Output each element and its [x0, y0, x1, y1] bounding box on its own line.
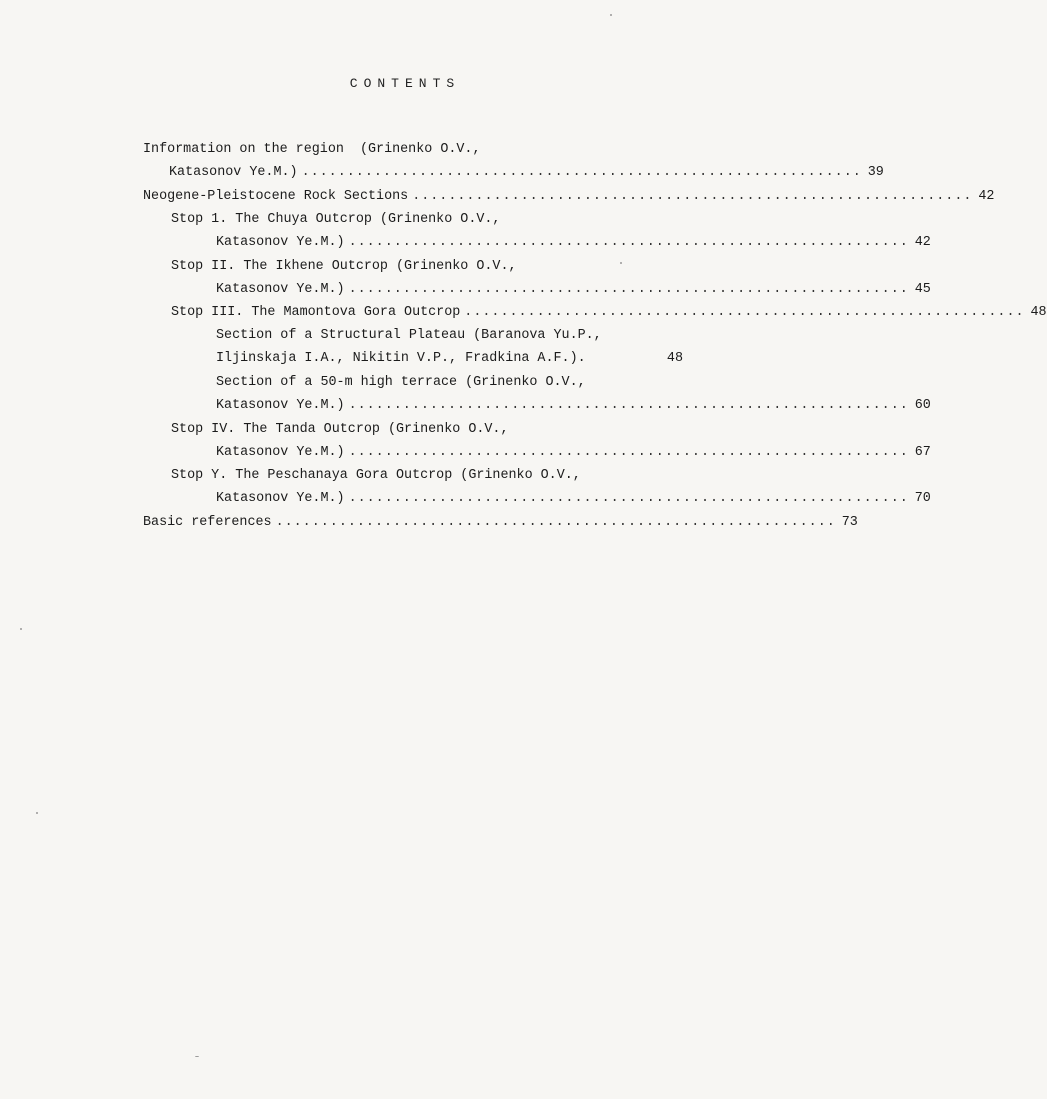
page-number: 45	[914, 282, 931, 297]
leader-dots: ..............................................................	[464, 305, 1025, 320]
paper-speck	[610, 14, 612, 16]
leader-dots: ..............................................................	[348, 398, 909, 413]
toc-entry-stop-1-cont: Katasonov Ye.M.) .............................................................. 42	[216, 235, 931, 250]
leader-dots: ..............................................................	[348, 491, 909, 506]
toc-entry-information-cont: Katasonov Ye.M.) .............................................................. 39	[169, 165, 884, 180]
toc-entry-stop-4-cont: Katasonov Ye.M.) .............................................................. 67	[216, 445, 931, 460]
toc-entry-plateau: Section of a Structural Plateau (Baranova Yu.P.,	[216, 328, 602, 343]
leader-dots: ..............................................................	[348, 235, 909, 250]
leader-dots: ..............................................................	[348, 282, 909, 297]
page-number: 60	[914, 398, 931, 413]
page-number: 42	[914, 235, 931, 250]
toc-entry-stop-5: Stop Y. The Peschanaya Gora Outcrop (Grinenko O.V.,	[171, 468, 581, 483]
toc-entry-terrace-cont: Katasonov Ye.M.) .............................................................. 60	[216, 398, 931, 413]
page-number: 73	[841, 515, 858, 530]
leader-dots: ..............................................................	[301, 165, 862, 180]
page-number: 48	[1030, 305, 1047, 320]
toc-entry-stop-3: Stop III. The Mamontova Gora Outcrop .............................................................. 48	[171, 305, 1047, 320]
page-number: 39	[867, 165, 884, 180]
page-number: 70	[914, 491, 931, 506]
leader-dots: ..............................................................	[348, 445, 909, 460]
toc-entry-stop-4: Stop IV. The Tanda Outcrop (Grinenko O.V.,	[171, 422, 509, 437]
toc-entry-information: Information on the region (Grinenko O.V.,	[143, 142, 481, 157]
leader-dots: ..............................................................	[275, 515, 836, 530]
toc-entry-stop-1: Stop 1. The Chuya Outcrop (Grinenko O.V.,	[171, 212, 501, 227]
paper-speck	[620, 262, 622, 264]
paper-speck	[195, 1056, 199, 1057]
toc-entry-references: Basic references .............................................................. 73	[143, 515, 858, 530]
paper-speck	[20, 628, 22, 630]
toc-entry-stop-2-cont: Katasonov Ye.M.) .............................................................. 45	[216, 282, 931, 297]
toc-entry-terrace: Section of a 50-m high terrace (Grinenko O.V.,	[216, 375, 586, 390]
toc-entry-plateau-cont: Iljinskaja I.A., Nikitin V.P., Fradkina A.F.). 48	[216, 351, 683, 366]
paper-speck	[36, 812, 38, 814]
toc-entry-stop-2: Stop II. The Ikhene Outcrop (Grinenko O.V.,	[171, 259, 517, 274]
page-number: 48	[666, 351, 683, 366]
page-number: 67	[914, 445, 931, 460]
toc-entry-stop-5-cont: Katasonov Ye.M.) .............................................................. 70	[216, 491, 931, 506]
leader-dots: ..............................................................	[412, 189, 973, 204]
contents-heading: CONTENTS	[349, 76, 461, 91]
toc-entry-neogene: Neogene-Pleistocene Rock Sections .............................................................. 42	[143, 189, 995, 204]
page-number: 42	[978, 189, 995, 204]
